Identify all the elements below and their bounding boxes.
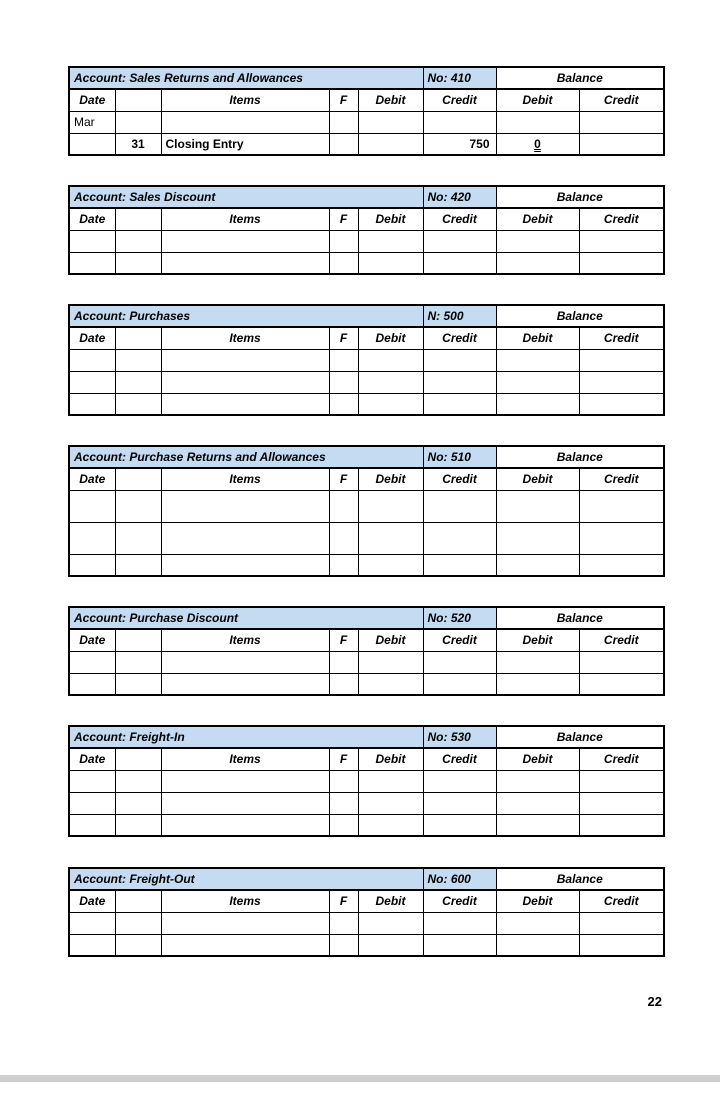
table-row — [69, 111, 664, 133]
col-balance-credit: Credit — [579, 468, 664, 490]
col-date: Date — [69, 89, 115, 111]
table-row — [69, 230, 664, 252]
col-day — [115, 890, 161, 912]
entry-item: Closing Entry — [161, 133, 329, 155]
balance-header: Balance — [496, 607, 664, 629]
table-row — [69, 770, 664, 792]
col-day — [115, 327, 161, 349]
col-balance-credit: Credit — [579, 208, 664, 230]
col-balance-debit: Debit — [496, 89, 579, 111]
col-f: F — [329, 327, 358, 349]
table-row — [69, 133, 664, 155]
col-debit: Debit — [358, 629, 423, 651]
table-row — [69, 934, 664, 956]
col-credit: Credit — [423, 468, 496, 490]
col-balance-debit: Debit — [496, 748, 579, 770]
account-number: No: 520 — [423, 607, 496, 629]
ledger-sales-returns — [68, 66, 665, 156]
col-day — [115, 629, 161, 651]
col-credit: Credit — [423, 327, 496, 349]
col-f: F — [329, 208, 358, 230]
col-debit: Debit — [358, 890, 423, 912]
col-debit: Debit — [358, 748, 423, 770]
balance-header: Balance — [496, 726, 664, 748]
ledger-freight-in — [68, 725, 665, 837]
col-f: F — [329, 468, 358, 490]
footer-divider — [0, 1075, 720, 1082]
col-balance-debit: Debit — [496, 208, 579, 230]
col-items: Items — [161, 327, 329, 349]
col-credit: Credit — [423, 890, 496, 912]
account-number: No: 530 — [423, 726, 496, 748]
account-number: No: 420 — [423, 186, 496, 208]
table-row — [69, 522, 664, 554]
ledger-freight-out — [68, 867, 665, 957]
col-date: Date — [69, 208, 115, 230]
ledger-purchases — [68, 304, 665, 416]
col-items: Items — [161, 748, 329, 770]
col-items: Items — [161, 208, 329, 230]
col-items: Items — [161, 89, 329, 111]
col-balance-credit: Credit — [579, 327, 664, 349]
col-f: F — [329, 629, 358, 651]
balance-header: Balance — [496, 67, 664, 89]
col-debit: Debit — [358, 327, 423, 349]
col-balance-credit: Credit — [579, 890, 664, 912]
table-row — [69, 371, 664, 393]
col-balance-credit: Credit — [579, 629, 664, 651]
col-debit: Debit — [358, 468, 423, 490]
ledger-purchase-discount — [68, 606, 665, 696]
entry-balance-debit — [496, 133, 579, 155]
col-credit: Credit — [423, 208, 496, 230]
entry-item — [161, 111, 329, 133]
table-row — [69, 673, 664, 695]
col-day — [115, 748, 161, 770]
table-row — [69, 349, 664, 371]
col-balance-credit: Credit — [579, 89, 664, 111]
account-title: Account: Freight-Out — [69, 868, 423, 890]
entry-credit — [423, 111, 496, 133]
entry-balance-credit — [579, 133, 664, 155]
col-date: Date — [69, 327, 115, 349]
entry-day: 31 — [115, 133, 161, 155]
entry-month — [69, 133, 115, 155]
account-title: Account: Sales Returns and Allowances — [69, 67, 423, 89]
entry-f — [329, 111, 358, 133]
table-row — [69, 651, 664, 673]
col-balance-debit: Debit — [496, 327, 579, 349]
table-row — [69, 490, 664, 522]
entry-credit: 750 — [423, 133, 496, 155]
col-balance-credit: Credit — [579, 748, 664, 770]
entry-month: Mar — [69, 111, 115, 133]
account-title: Account: Purchase Returns and Allowances — [69, 446, 423, 468]
balance-header: Balance — [496, 868, 664, 890]
balance-value: 0 — [534, 136, 541, 151]
account-title: Account: Freight-In — [69, 726, 423, 748]
col-date: Date — [69, 629, 115, 651]
table-row — [69, 393, 664, 415]
col-items: Items — [161, 890, 329, 912]
col-debit: Debit — [358, 89, 423, 111]
balance-header: Balance — [496, 446, 664, 468]
entry-f — [329, 133, 358, 155]
col-balance-debit: Debit — [496, 890, 579, 912]
ledger-purchase-returns — [68, 445, 665, 577]
entry-balance-debit — [496, 111, 579, 133]
entry-debit — [358, 133, 423, 155]
col-day — [115, 89, 161, 111]
col-date: Date — [69, 468, 115, 490]
col-f: F — [329, 748, 358, 770]
account-title: Account: Purchases — [69, 305, 423, 327]
col-debit: Debit — [358, 208, 423, 230]
table-row — [69, 814, 664, 836]
col-items: Items — [161, 468, 329, 490]
account-title: Account: Sales Discount — [69, 186, 423, 208]
table-row — [69, 912, 664, 934]
col-credit: Credit — [423, 629, 496, 651]
col-balance-debit: Debit — [496, 629, 579, 651]
entry-debit — [358, 111, 423, 133]
col-credit: Credit — [423, 748, 496, 770]
ledger-sales-discount — [68, 185, 665, 275]
col-credit: Credit — [423, 89, 496, 111]
col-items: Items — [161, 629, 329, 651]
account-number: No: 410 — [423, 67, 496, 89]
col-day — [115, 468, 161, 490]
account-title: Account: Purchase Discount — [69, 607, 423, 629]
col-date: Date — [69, 890, 115, 912]
balance-header: Balance — [496, 186, 664, 208]
entry-day — [115, 111, 161, 133]
col-day — [115, 208, 161, 230]
col-f: F — [329, 89, 358, 111]
account-number: No: 600 — [423, 868, 496, 890]
table-row — [69, 554, 664, 576]
page-number: 22 — [647, 994, 662, 1009]
col-balance-debit: Debit — [496, 468, 579, 490]
col-f: F — [329, 890, 358, 912]
account-number: No: 510 — [423, 446, 496, 468]
entry-balance-credit — [579, 111, 664, 133]
table-row — [69, 252, 664, 274]
table-row — [69, 792, 664, 814]
account-number: N: 500 — [423, 305, 496, 327]
balance-header: Balance — [496, 305, 664, 327]
col-date: Date — [69, 748, 115, 770]
